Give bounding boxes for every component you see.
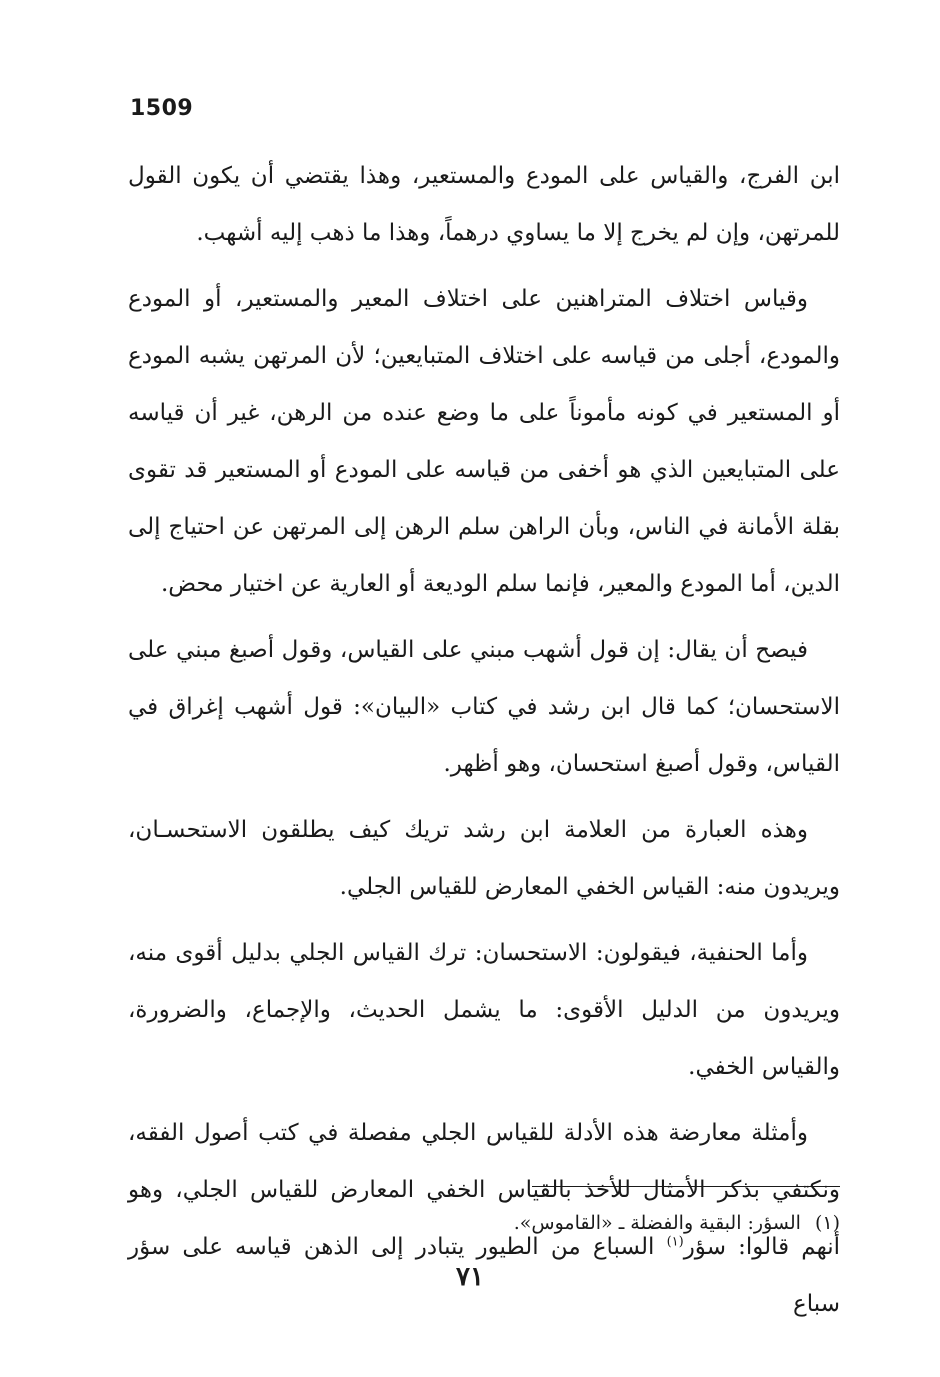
footnote <box>128 1206 840 1240</box>
page-folio-number: ٧١ <box>456 1262 484 1292</box>
paragraph-2: وقياس اختلاف المتراهنين على اختلاف المعير والمستعير، أو المودع والمودع، أجلى من قياسه على اختلاف المتبايعين؛ لأن المرتهن يشبه المودع أو المستعير في كونه مأموناً على ما وضع عنده من الرهن، غير أن قياسه على المتبايعين الذي هو أخفى من قياسه على المودع أو المستعير قد تقوى بقلة الأمانة في الناس، وبأن الراهن سلم الرهن إلى المرتهن عن احتياج إلى الدين، أما المودع والمعير، فإنما سلم الوديعة أو العارية عن اختيار محض. <box>128 286 840 597</box>
page-header-number: 1509 <box>130 96 194 121</box>
footnote-separator <box>532 1186 840 1187</box>
paragraph-4: وهذه العبارة من العلامة ابن رشد تريك كيف يطلقون الاستحسـان، ويريدون منه: القياس الخفي المعارض للقياس الجلي. <box>128 817 840 900</box>
body-text <box>128 148 840 1342</box>
paragraph-3: فيصح أن يقال: إن قول أشهب مبني على القياس، وقول أصبغ مبني على الاستحسان؛ كما قال ابن رشد في كتاب «البيان»: قول أشهب إغراق في القياس، وقول أصبغ استحسان، وهو أظهر. <box>128 637 840 777</box>
footnote-number: (١) <box>814 1212 840 1234</box>
paragraph-6-end: السباع من الطيور يتبادر إلى الذهن قياسه على سؤر سباع <box>128 1234 840 1317</box>
paragraph-5: وأما الحنفية، فيقولون: الاستحسان: ترك القياس الجلي بدليل أقوى منه، ويريدون من الدليل الأقوى: ما يشمل الحديث، والإجماع، والضرورة، والقياس الخفي. <box>128 940 840 1080</box>
footnote-reference[interactable]: (١) <box>666 1234 684 1250</box>
footnote-text: السؤر: البقية والفضلة ـ «القاموس». <box>513 1212 801 1234</box>
paragraph-1: ابن الفرج، والقياس على المودع والمستعير، وهذا يقتضي أن يكون القول للمرتهن، وإن لم يخرج إلا ما يساوي درهماً، وهذا ما ذهب إليه أشهب. <box>128 163 840 246</box>
paragraph-6-start: وأمثلة معارضة هذه الأدلة للقياس الجلي مفصلة في كتب أصول الفقه، ونكتفي بذكر الأمثال للأخذ بالقياس الخفي المعارض للقياس الجلي، وهو أنهم قالوا: سؤر <box>128 1120 840 1260</box>
